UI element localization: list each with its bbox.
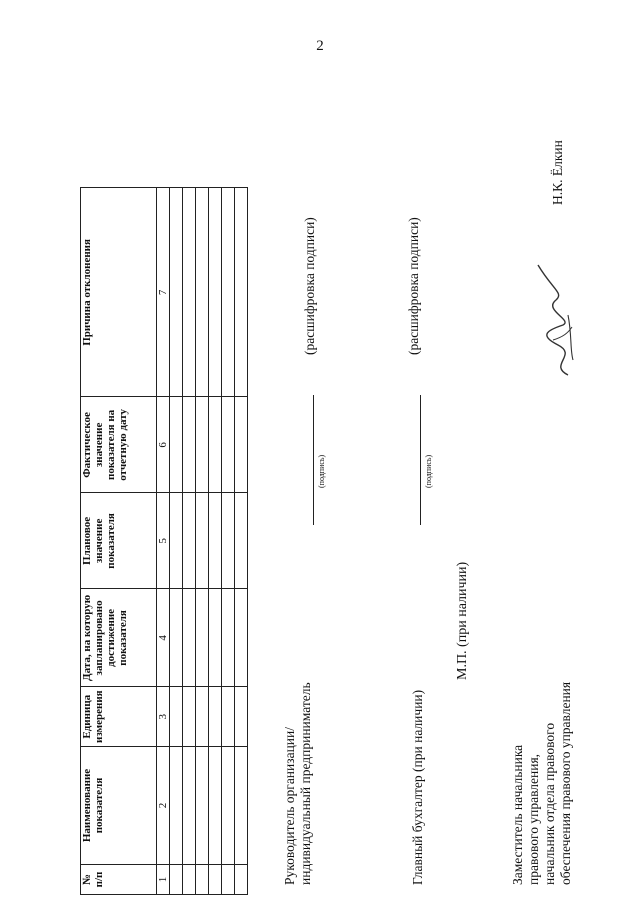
column-number: 6 [157,397,170,493]
column-number: 7 [157,188,170,397]
table-row [170,188,183,895]
head-decode-label: (расшифровка подписи) [302,217,317,355]
header-target-date: Дата, на которую запланировано достижение показателя [81,589,157,687]
table-row [222,188,235,895]
column-number: 1 [157,865,170,895]
header-deviation-reason: Причина отклонения [81,188,157,397]
table-row [235,188,248,895]
head-title-line1: Руководитель организации/ [282,726,297,885]
indicators-table [80,187,248,895]
approver-name: Н.К. Ёлкин [550,140,565,205]
table-row [209,188,222,895]
accountant-podpis-label: (подпись) [424,454,433,488]
header-indicator-name: Наименование показателя [81,747,157,865]
approval-line2: правового управления, [526,753,541,885]
table-row [183,188,196,895]
header-planned-value: Плановое значение показателя [81,493,157,589]
column-number: 3 [157,687,170,747]
rotated-page-content [80,80,628,895]
accountant-decode-label: (расшифровка подписи) [406,217,421,355]
stamp-label: М.П. (при наличии) [455,561,470,680]
column-number-row [157,188,170,895]
accountant-title: Главный бухгалтер (при наличии) [410,689,425,885]
table-header-row [81,188,157,895]
header-actual-value: Фактическое значение показателя на отчетную дату [81,397,157,493]
approval-line1: Заместитель начальника [510,744,525,885]
accountant-signature-line [420,395,421,525]
head-title-line2: индивидуальный предприниматель [298,682,313,885]
page-number: 2 [316,38,324,54]
header-number: № п/п [81,865,157,895]
column-number: 5 [157,493,170,589]
header-unit: Единица измерения [81,687,157,747]
table-row [196,188,209,895]
head-signature-line [313,395,314,525]
approval-line4: обеспечения правового управления [558,681,573,885]
approval-line3: начальник отдела правового [542,722,557,885]
head-podpis-label: (подпись) [317,454,326,488]
column-number: 4 [157,589,170,687]
handwritten-signature [528,255,588,385]
column-number: 2 [157,747,170,865]
